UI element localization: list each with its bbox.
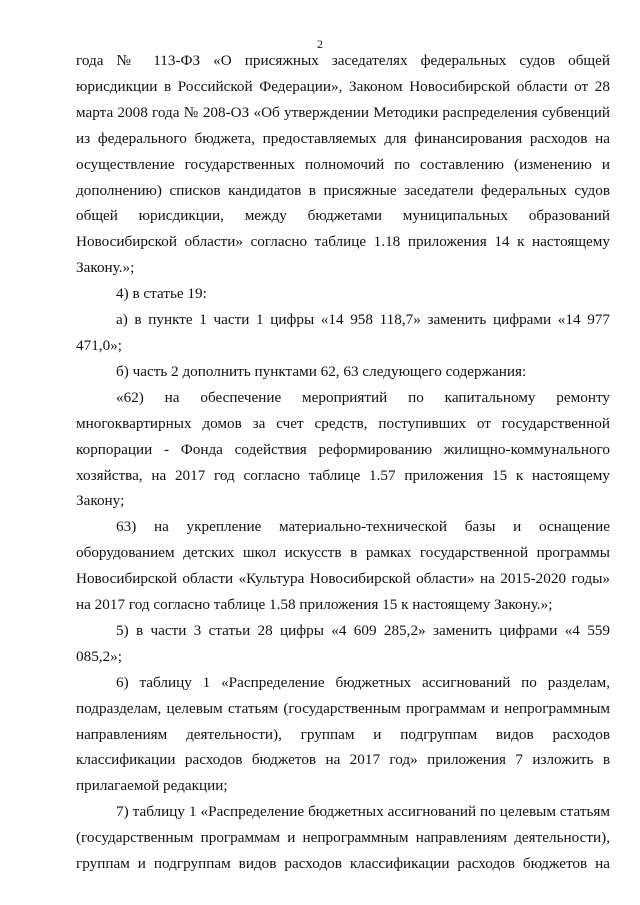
document-body bbox=[76, 48, 610, 877]
paragraph: 63) на укрепление материально-технической базы и оснащение оборудованием детских школ искусств в рамках государственной программы Новосибирской области «Культура Новосибирской области» на 2015-2020 годы» на 2017 год согласно таблице 1.58 приложения 15 к настоящему Закону.»; bbox=[76, 518, 610, 614]
paragraph: 7) таблицу 1 «Распределение бюджетных ассигнований по целевым статьям (государственным программам и непрограммным направлениям деятельности), группам и подгруппам видов расходов классификации расходов бюджетов на bbox=[76, 803, 610, 873]
paragraph: «62) на обеспечение мероприятий по капитальному ремонту многоквартирных домов за счет средств, поступивших от государственной корпорации - Фонда содействия реформированию жилищно-коммунального хозяйства, на 2017 год согласно таблице 1.57 приложения 15 к настоящему Закону; bbox=[76, 388, 610, 510]
paragraph: а) в пункте 1 части 1 цифры «14 958 118,7» заменить цифрами «14 977 471,0»; bbox=[76, 311, 610, 354]
paragraph: 6) таблицу 1 «Распределение бюджетных ассигнований по разделам, подразделам, целевым статьям (государственным программам и непрограммным направлениям деятельности), группам и подгруппам видов расходов классификации расходов бюджетов на 2017 год» приложения 7 изложить в прилагаемой редакции; bbox=[76, 673, 610, 795]
paragraph: года № 113-ФЗ «О присяжных заседателях федеральных судов общей юрисдикции в Российской Федерации», Законом Новосибирской области от 28 марта 2008 года № 208-ОЗ «Об утверждении Методики распределения субвенций из федерального бюджета, предоставляемых для финансирования расходов на осуществление государственных полномочий по составлению (изменению и дополнению) списков кандидатов в присяжные заседатели федеральных судов общей юрисдикции, между бюджетами муниципальных образований Новосибирской области» согласно таблице 1.18 приложения 14 к настоящему Закону.»; bbox=[76, 52, 610, 277]
paragraph: 5) в части 3 статьи 28 цифры «4 609 285,2» заменить цифрами «4 559 085,2»; bbox=[76, 621, 610, 665]
paragraph: 4) в статье 19: bbox=[116, 285, 207, 303]
page-number: 2 bbox=[317, 37, 323, 51]
paragraph: б) часть 2 дополнить пунктами 62, 63 следующего содержания: bbox=[116, 362, 527, 380]
